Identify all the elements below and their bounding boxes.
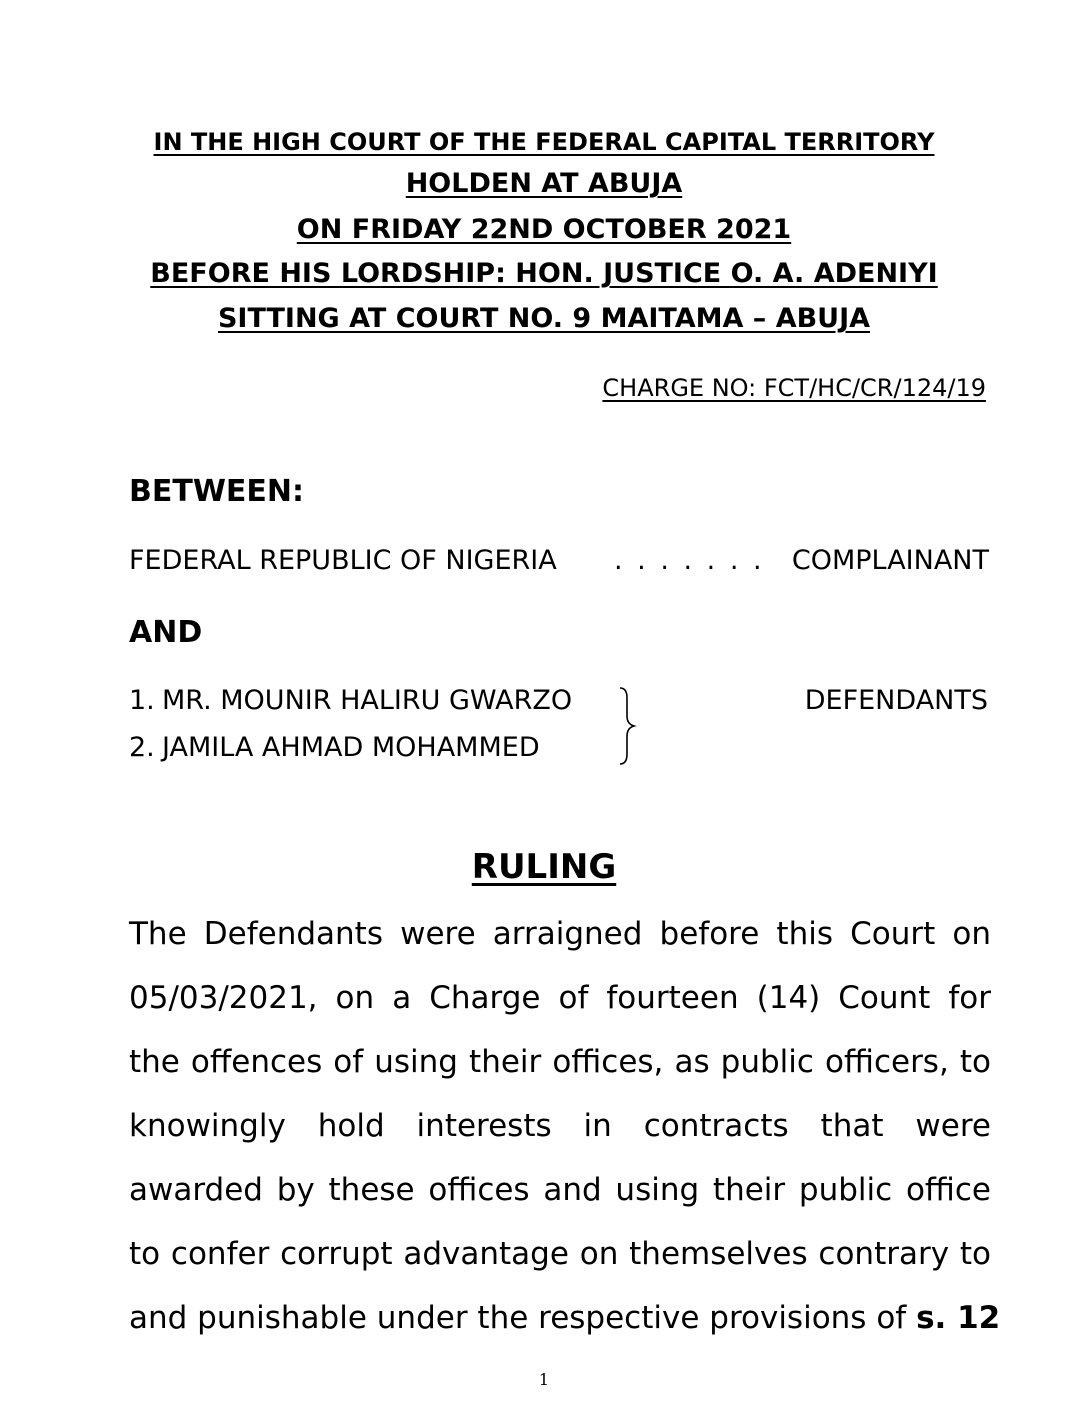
ruling-text-line: to confer corrupt advantage on themselves contrary to <box>129 1236 991 1272</box>
defendant-item <box>129 732 540 763</box>
ruling-heading: RULING <box>471 847 617 887</box>
leader-dots: . . . . . . . <box>614 545 765 576</box>
defendant-name: JAMILA AHMAD MOHAMMED <box>162 732 540 763</box>
defendants-role: DEFENDANTS <box>804 685 988 716</box>
court-title: IN THE HIGH COURT OF THE FEDERAL CAPITAL TERRITORY <box>153 128 935 156</box>
ruling-text-line-last <box>129 1298 1001 1340</box>
ruling-text-line: awarded by these offices and using their public office <box>129 1172 991 1208</box>
grouping-brace <box>618 686 638 766</box>
complainant-name: FEDERAL REPUBLIC OF NIGERIA <box>129 545 557 576</box>
hearing-date: ON FRIDAY 22ND OCTOBER 2021 <box>296 214 792 245</box>
presiding-judge: BEFORE HIS LORDSHIP: HON. JUSTICE O. A. ADENIYI <box>150 258 938 289</box>
page-number: 1 <box>538 1370 550 1389</box>
ruling-text-line: the offences of using their offices, as public officers, to <box>129 1044 991 1080</box>
ruling-text-segment: and punishable under the respective provisions of <box>129 1300 907 1336</box>
court-venue: SITTING AT COURT NO. 9 MAITAMA – ABUJA <box>217 303 871 334</box>
ruling-text-line: knowingly hold interests in contracts that were <box>129 1108 991 1144</box>
defendant-name: MR. MOUNIR HALIRU GWARZO <box>162 685 573 716</box>
defendant-number: 1. <box>129 685 155 716</box>
defendant-number: 2. <box>129 732 155 763</box>
and-label: AND <box>129 615 203 650</box>
ruling-text-line: 05/03/2021, on a Charge of fourteen (14) Count for <box>129 980 991 1016</box>
charge-number: CHARGE NO: FCT/HC/CR/124/19 <box>602 374 986 402</box>
defendant-item <box>129 685 572 716</box>
court-location: HOLDEN AT ABUJA <box>405 168 683 199</box>
statute-reference: s. 12 <box>916 1300 1001 1336</box>
between-label: BETWEEN: <box>129 474 305 509</box>
ruling-text-line: The Defendants were arraigned before this Court on <box>129 916 991 952</box>
complainant-role: COMPLAINANT <box>791 545 989 576</box>
